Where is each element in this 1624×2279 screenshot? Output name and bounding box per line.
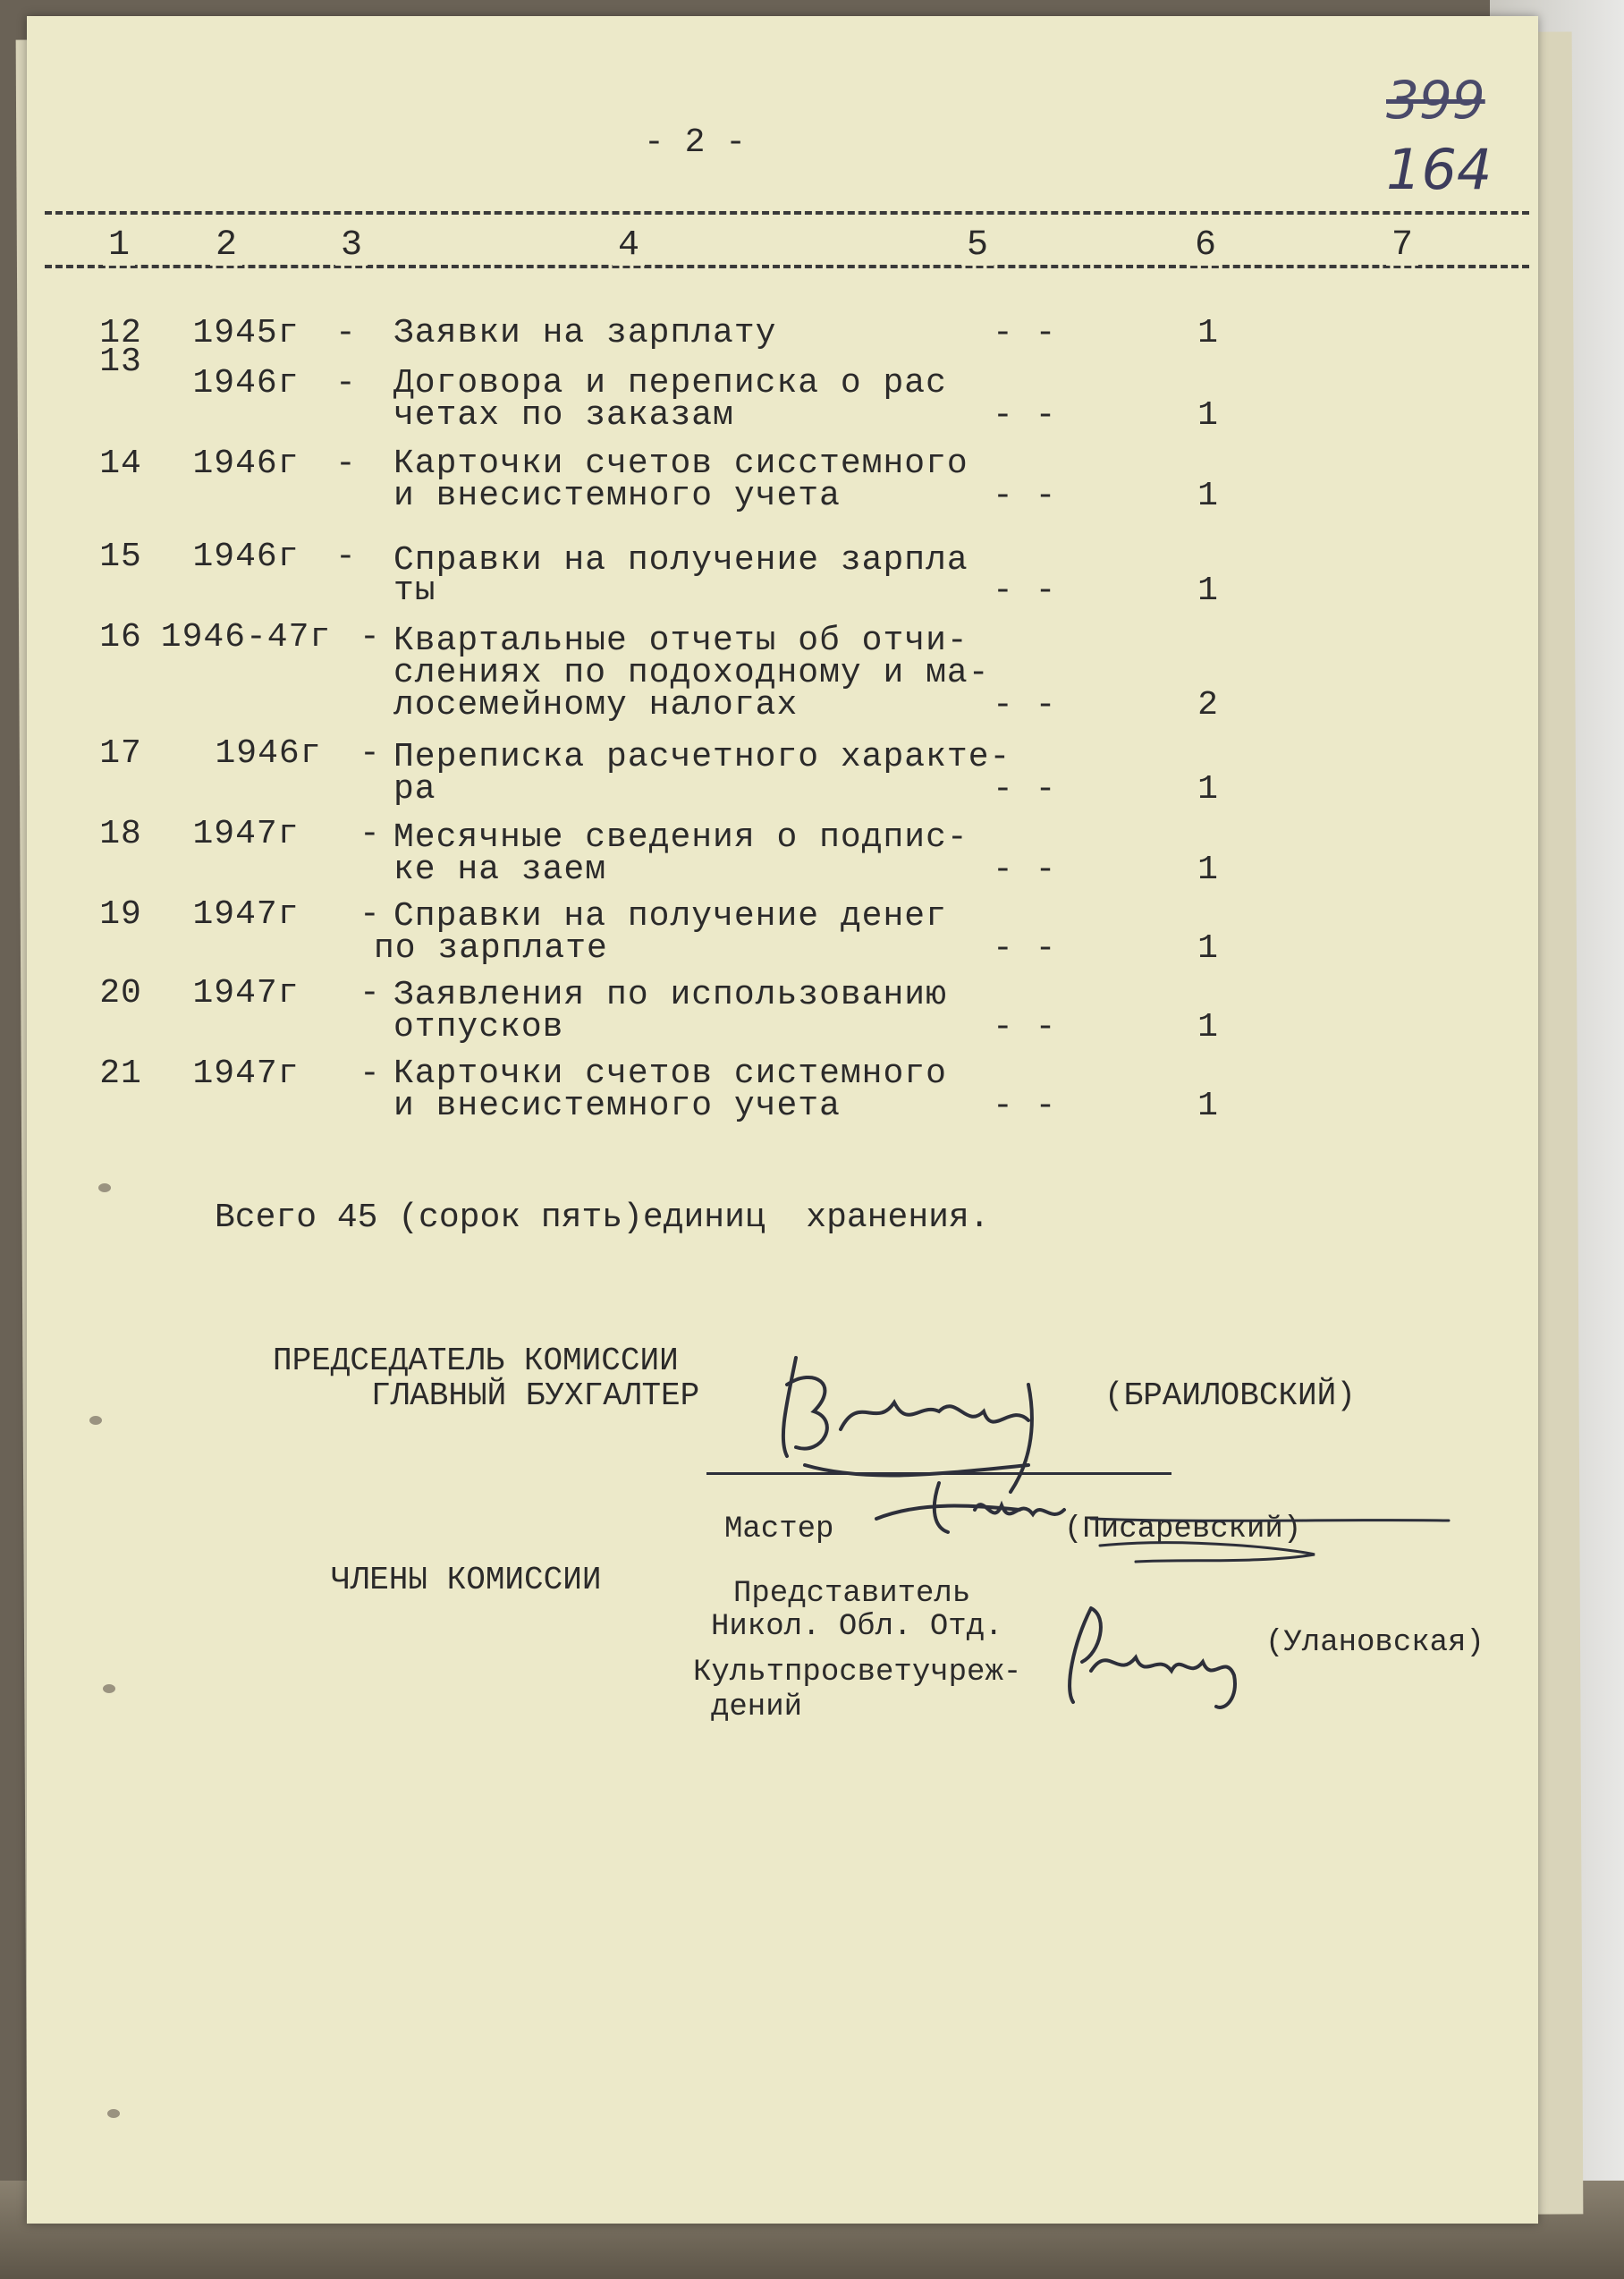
row-number: 15 xyxy=(99,538,142,576)
row-dash: - xyxy=(335,538,357,576)
row-number: 16 xyxy=(99,618,142,657)
row-quantity: 1 xyxy=(1197,1008,1219,1046)
row-title-line: отпусков xyxy=(393,1008,564,1046)
row-year: 1946-47г xyxy=(160,618,332,657)
page-number: - 2 - xyxy=(644,123,747,162)
row-dash: - xyxy=(335,445,357,483)
document-page xyxy=(27,16,1538,2224)
row-number: 13 xyxy=(99,343,142,381)
row-title-line: Квартальные отчеты об отчи- xyxy=(393,622,968,660)
master-name: (Писаревский) xyxy=(1064,1512,1302,1546)
row-title-line: четах по заказам xyxy=(393,396,734,435)
row-number: 14 xyxy=(99,445,142,483)
representative-line-3: Культпросветучреж- xyxy=(693,1656,1022,1690)
archive-number-new: 164 xyxy=(1386,137,1493,202)
row-number: 18 xyxy=(99,815,142,853)
row-column-5: - - xyxy=(993,477,1057,515)
row-year: 1947г xyxy=(192,815,300,853)
row-quantity: 1 xyxy=(1197,929,1219,968)
row-year: 1947г xyxy=(192,1055,300,1093)
punch-mark xyxy=(103,1684,115,1693)
total-line: Всего 45 (сорок пять)единиц хранения. xyxy=(215,1199,990,1237)
row-year: 1947г xyxy=(192,974,300,1012)
row-title-line: Месячные сведения о подпис- xyxy=(393,818,968,857)
row-quantity: 1 xyxy=(1197,396,1219,435)
row-title-line: и внесистемного учета xyxy=(393,477,841,515)
punch-mark xyxy=(98,1183,111,1192)
chairman-name: (БРАИЛОВСКИЙ) xyxy=(1104,1377,1356,1414)
members-title: ЧЛЕНЫ КОМИССИИ xyxy=(331,1562,602,1598)
row-quantity: 2 xyxy=(1197,686,1219,724)
row-title-line: Договора и переписка о рас xyxy=(393,364,947,402)
column-number: 5 xyxy=(961,225,994,266)
row-title-line: Переписка расчетного характе- xyxy=(393,738,1011,776)
row-column-5: - - xyxy=(993,686,1057,724)
row-column-5: - - xyxy=(993,396,1057,435)
representative-signature xyxy=(1055,1590,1279,1716)
row-dash: - xyxy=(359,618,381,657)
header-rule-top xyxy=(45,211,1529,215)
row-title-line: Справки на получение зарпла xyxy=(393,541,968,580)
row-title-line: Заявки на зарплату xyxy=(393,314,777,352)
row-title-line: ке на заем xyxy=(393,851,607,889)
row-number: 20 xyxy=(99,974,142,1012)
row-quantity: 1 xyxy=(1197,572,1219,610)
master-role: Мастер xyxy=(724,1512,834,1546)
row-year: 1946г xyxy=(215,734,322,773)
row-column-5: - - xyxy=(993,572,1057,610)
row-dash: - xyxy=(359,1055,381,1093)
row-dash: - xyxy=(359,734,381,773)
row-number: 21 xyxy=(99,1055,142,1093)
row-quantity: 1 xyxy=(1197,770,1219,809)
row-year: 1947г xyxy=(192,895,300,934)
row-number: 19 xyxy=(99,895,142,934)
chairman-title: ПРЕДСЕДАТЕЛЬ КОМИССИИ xyxy=(273,1343,679,1379)
row-year: 1946г xyxy=(192,538,300,576)
header-rule-bottom xyxy=(45,265,1529,268)
row-year: 1946г xyxy=(192,364,300,402)
row-dash: - xyxy=(359,895,381,934)
punch-mark xyxy=(89,1416,102,1425)
column-number: 1 xyxy=(103,225,135,266)
punch-mark xyxy=(107,2109,120,2118)
column-number: 2 xyxy=(210,225,242,266)
row-title-line: и внесистемного учета xyxy=(393,1087,841,1125)
row-title-line: по зарплате xyxy=(374,929,608,968)
row-quantity: 1 xyxy=(1197,477,1219,515)
archive-number-old: 399 xyxy=(1386,70,1485,131)
row-year: 1945г xyxy=(192,314,300,352)
column-number: 6 xyxy=(1189,225,1222,266)
representative-line-1: Представитель xyxy=(733,1577,971,1611)
row-dash: - xyxy=(335,314,357,352)
row-title-line: Заявления по использованию xyxy=(393,976,947,1014)
chief-accountant-title: ГЛАВНЫЙ БУХГАЛТЕР xyxy=(371,1377,700,1414)
row-column-5: - - xyxy=(993,1087,1057,1125)
row-column-5: - - xyxy=(993,1008,1057,1046)
row-title-line: лосемейному налогах xyxy=(393,686,799,724)
row-title-line: Карточки счетов системного xyxy=(393,1055,947,1093)
row-title-line: Справки на получение денег xyxy=(393,897,947,936)
row-title-line: ра xyxy=(393,770,436,809)
row-dash: - xyxy=(335,364,357,402)
column-number: 4 xyxy=(613,225,645,266)
representative-line-4: дений xyxy=(711,1690,803,1724)
column-number: 7 xyxy=(1386,225,1418,266)
row-dash: - xyxy=(359,974,381,1012)
row-title-line: ты xyxy=(393,572,436,610)
row-column-5: - - xyxy=(993,929,1057,968)
column-number: 3 xyxy=(335,225,368,266)
row-quantity: 1 xyxy=(1197,314,1219,352)
row-title-line: Карточки счетов сисстемного xyxy=(393,445,968,483)
row-quantity: 1 xyxy=(1197,851,1219,889)
row-dash: - xyxy=(359,815,381,853)
row-title-line: слениях по подоходному и ма- xyxy=(393,654,990,692)
row-column-5: - - xyxy=(993,851,1057,889)
row-quantity: 1 xyxy=(1197,1087,1219,1125)
row-column-5: - - xyxy=(993,314,1057,352)
master-name-underline xyxy=(1082,1501,1458,1581)
row-year: 1946г xyxy=(192,445,300,483)
representative-name: (Улановская) xyxy=(1265,1626,1484,1660)
row-column-5: - - xyxy=(993,770,1057,809)
row-number: 12 xyxy=(99,314,142,352)
representative-line-2: Никол. Обл. Отд. xyxy=(711,1610,1003,1644)
row-number: 17 xyxy=(99,734,142,773)
